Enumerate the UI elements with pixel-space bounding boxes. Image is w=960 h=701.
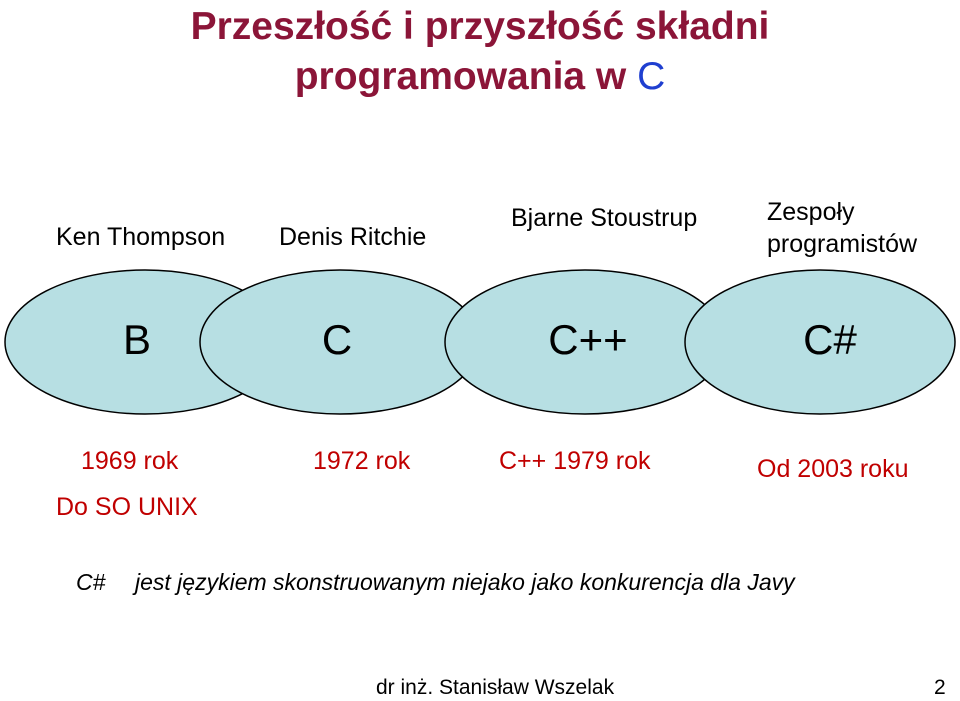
page-number: 2 <box>934 676 946 699</box>
year-cpp: C++ 1979 rok <box>499 447 651 475</box>
year-b: 1969 rok <box>81 447 179 475</box>
title-accent-c: C <box>637 55 666 98</box>
author-ken-thompson: Ken Thompson <box>56 223 226 251</box>
year-c: 1972 rok <box>313 447 411 475</box>
author-bjarne-stoustrup: Bjarne Stoustrup <box>511 204 698 232</box>
slide-title <box>0 2 960 102</box>
note-term: C# <box>76 569 106 595</box>
language-cpp: C++ <box>548 316 628 363</box>
note-text: jest językiem skonstruowanym niejako jako konkurencja dla Javy <box>135 569 795 595</box>
author-denis-ritchie: Denis Ritchie <box>279 223 427 251</box>
language-cs: C# <box>803 316 857 363</box>
footer-author: dr inż. Stanisław Wszelak <box>376 676 615 699</box>
author-team-line-2: programistów <box>767 230 918 258</box>
title-line-1: Przeszłość i przyszłość składni <box>190 5 770 48</box>
language-c: C <box>321 316 353 363</box>
note-unix: Do SO UNIX <box>56 493 198 521</box>
year-cs: Od 2003 roku <box>757 455 909 483</box>
title-line-2-text: programowania w <box>294 55 638 98</box>
title-line-2 <box>0 52 960 102</box>
language-b: B <box>122 316 151 363</box>
author-team-line-1: Zespoły <box>767 198 855 226</box>
